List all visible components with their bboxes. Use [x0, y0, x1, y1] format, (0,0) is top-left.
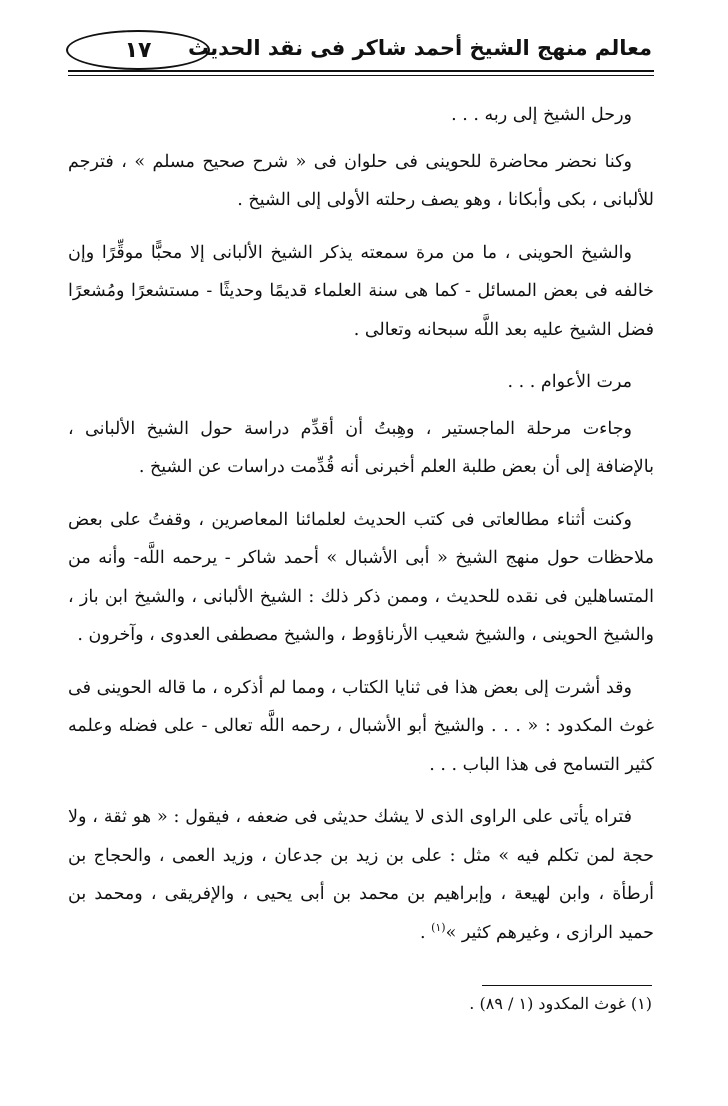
footnote-reference[interactable]: (١) — [431, 920, 446, 934]
page-number: ١٧ — [124, 37, 152, 63]
paragraph-last — [68, 798, 654, 952]
final-period: . — [419, 922, 432, 943]
paragraph-text: فتراه يأتى على الراوى الذى لا يشك حديثى فى ضعفه ، فيقول : « هو ثقة ، ولا حجة لمن تكلم فيه » مثل : على بن زيد بن جدعان ، وزيد العمى ، والحجاج بن أرطأة ، وابن لهيعة ، وإبراهيم بن محمد بن أبى يحيى ، والإفريقى ، ومحمد بن حميد الرازى ، وغيرهم كثير » — [68, 807, 654, 943]
running-title: معالم منهج الشيخ أحمد شاكر فى نقد الحديث — [188, 36, 652, 60]
footnote-rule — [482, 985, 652, 986]
paragraph: ورحل الشيخ إلى ربه . . . — [451, 105, 632, 125]
paragraph: مرت الأعوام . . . — [507, 372, 632, 392]
header-rule-thin — [68, 75, 654, 76]
paragraph: وقد أشرت إلى بعض هذا فى ثنايا الكتاب ، ومما لم أذكره ، ما قاله الحوينى فى غوث المكدود : « . . . والشيخ أبو الأشبال ، رحمه اللَّه تعالى - على فضله وعلمه كثير التسامح فى هذا الباب . . . — [68, 677, 654, 775]
paragraph: وجاءت مرحلة الماجستير ، وهِبتُ أن أقدِّم دراسة حول الشيخ الألبانى ، بالإضافة إلى أن بعض طلبة العلم أخبرنى أنه قُدِّمت دراسات عن الشيخ . — [68, 418, 654, 477]
page-header — [62, 24, 652, 74]
paragraph: والشيخ الحوينى ، ما من مرة سمعته يذكر الشيخ الألبانى إلا محبًّا موقِّرًا وإن خالفه فى بعض المسائل - كما هى سنة العلماء قديمًا وحديثًا - مستشعرًا ومُشعرًا فضل الشيخ عليه بعد اللَّه سبحانه وتعالى . — [68, 242, 654, 340]
header-rule — [68, 70, 654, 72]
body-text — [68, 96, 654, 966]
paragraph: وكنا نحضر محاضرة للحوينى فى حلوان فى « شرح صحيح مسلم » ، فترجم للألبانى ، بكى وأبكانا ، وهو يصف رحلته الأولى إلى الشيخ . — [68, 151, 654, 210]
footnote: (١) غوث المكدود (١ / ٨٩) . — [469, 994, 652, 1013]
paragraph: وكنت أثناء مطالعاتى فى كتب الحديث لعلمائنا المعاصرين ، وقفتُ على بعض ملاحظات حول منهج الشيخ « أبى الأشبال » أحمد شاكر - يرحمه اللَّه- وأنه من المتساهلين فى نقده للحديث ، وممن ذكر ذلك : الشيخ الألبانى ، والشيخ ابن باز ، والشيخ الحوينى ، والشيخ شعيب الأرناؤوط ، والشيخ مصطفى العدوى ، وآخرون . — [68, 509, 654, 645]
